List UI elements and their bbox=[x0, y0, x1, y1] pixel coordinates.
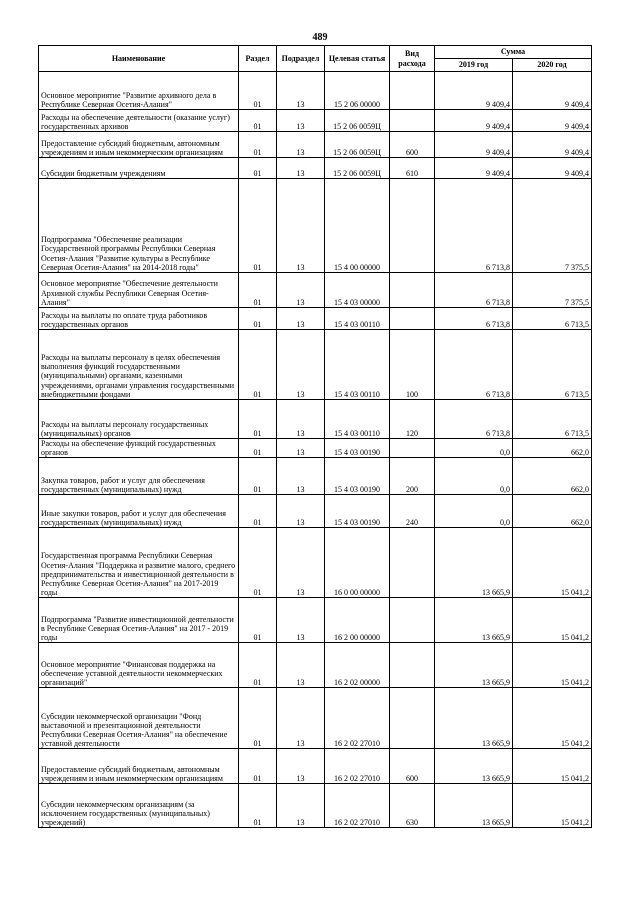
row-sum-2020: 6 713,5 bbox=[513, 308, 592, 330]
row-sum-2019: 6 713,8 bbox=[435, 400, 513, 439]
row-expense-type: 600 bbox=[390, 749, 435, 784]
row-target-item: 15 4 03 00190 bbox=[325, 458, 390, 495]
budget-table bbox=[38, 45, 592, 828]
row-subsection: 13 bbox=[277, 784, 325, 828]
table-row bbox=[39, 495, 592, 528]
row-sum-2020: 662,0 bbox=[513, 458, 592, 495]
row-subsection: 13 bbox=[277, 439, 325, 458]
table-row bbox=[39, 749, 592, 784]
row-section: 01 bbox=[239, 179, 277, 273]
row-name: Субсидии бюджетным учреждениям bbox=[39, 158, 239, 179]
row-subsection: 13 bbox=[277, 598, 325, 643]
row-expense-type bbox=[390, 110, 435, 132]
row-name: Субсидии некоммерческим организациям (за исключением государственных (муниципальных) учреждений) bbox=[39, 784, 239, 828]
row-sum-2019: 13 665,9 bbox=[435, 643, 513, 688]
row-sum-2020: 9 409,4 bbox=[513, 110, 592, 132]
row-subsection: 13 bbox=[277, 643, 325, 688]
row-section: 01 bbox=[239, 158, 277, 179]
header-year-2019: 2019 год bbox=[435, 59, 513, 72]
row-expense-type: 200 bbox=[390, 458, 435, 495]
row-section: 01 bbox=[239, 784, 277, 828]
row-section: 01 bbox=[239, 528, 277, 598]
row-name: Государственная программа Республики Северная Осетия-Алания "Поддержка и развитие малого, среднего предпринимательства и инвестиционной деятельности в Республике Северная Осетия-Алания" на 2017-2019 годы bbox=[39, 528, 239, 598]
row-target-item: 15 4 03 00000 bbox=[325, 273, 390, 308]
row-expense-type bbox=[390, 688, 435, 749]
row-sum-2019: 13 665,9 bbox=[435, 528, 513, 598]
row-sum-2019: 6 713,8 bbox=[435, 330, 513, 400]
row-sum-2019: 6 713,8 bbox=[435, 273, 513, 308]
row-target-item: 15 2 06 0059Ц bbox=[325, 132, 390, 158]
row-sum-2019: 9 409,4 bbox=[435, 72, 513, 110]
table-row bbox=[39, 110, 592, 132]
row-target-item: 16 2 02 00000 bbox=[325, 643, 390, 688]
row-sum-2020: 6 713,5 bbox=[513, 400, 592, 439]
row-subsection: 13 bbox=[277, 110, 325, 132]
row-name: Расходы на обеспечение функций государственных органов bbox=[39, 439, 239, 458]
row-sum-2019: 9 409,4 bbox=[435, 110, 513, 132]
row-subsection: 13 bbox=[277, 749, 325, 784]
row-section: 01 bbox=[239, 749, 277, 784]
row-expense-type bbox=[390, 643, 435, 688]
row-sum-2019: 13 665,9 bbox=[435, 598, 513, 643]
row-subsection: 13 bbox=[277, 330, 325, 400]
row-expense-type bbox=[390, 273, 435, 308]
row-expense-type bbox=[390, 72, 435, 110]
table-row bbox=[39, 72, 592, 110]
header-expense-type: Вид расхода bbox=[390, 46, 435, 72]
header-section: Раздел bbox=[239, 46, 277, 72]
row-target-item: 15 4 03 00190 bbox=[325, 495, 390, 528]
row-section: 01 bbox=[239, 688, 277, 749]
row-sum-2019: 0,0 bbox=[435, 439, 513, 458]
row-name: Субсидии некоммерческой организации "Фонд выставочной и презентационной деятельности Республики Северная Осетия-Алания" на обеспечение уставной деятельности bbox=[39, 688, 239, 749]
row-name: Основное мероприятие "Обеспечение деятельности Архивной службы Республики Северная Осетия-Алания" bbox=[39, 273, 239, 308]
header-sum: Сумма bbox=[435, 46, 592, 59]
row-section: 01 bbox=[239, 132, 277, 158]
row-subsection: 13 bbox=[277, 72, 325, 110]
row-sum-2019: 6 713,8 bbox=[435, 308, 513, 330]
table-row bbox=[39, 784, 592, 828]
row-section: 01 bbox=[239, 598, 277, 643]
row-name: Расходы на выплаты по оплате труда работников государственных органов bbox=[39, 308, 239, 330]
row-sum-2020: 662,0 bbox=[513, 495, 592, 528]
row-name: Подпрограмма "Развитие инвестиционной деятельности в Республике Северная Осетия-Алания" на 2017 - 2019 годы bbox=[39, 598, 239, 643]
row-sum-2020: 15 041,2 bbox=[513, 528, 592, 598]
row-subsection: 13 bbox=[277, 400, 325, 439]
row-target-item: 15 4 03 00110 bbox=[325, 308, 390, 330]
row-target-item: 16 2 02 27010 bbox=[325, 688, 390, 749]
row-section: 01 bbox=[239, 273, 277, 308]
row-sum-2020: 15 041,2 bbox=[513, 784, 592, 828]
page-number: 489 bbox=[312, 32, 328, 43]
table-row bbox=[39, 458, 592, 495]
row-sum-2019: 9 409,4 bbox=[435, 158, 513, 179]
row-subsection: 13 bbox=[277, 273, 325, 308]
table-row bbox=[39, 330, 592, 400]
row-expense-type: 600 bbox=[390, 132, 435, 158]
header-target-item: Целевая статья bbox=[325, 46, 390, 72]
row-sum-2020: 9 409,4 bbox=[513, 132, 592, 158]
row-target-item: 15 2 06 0059Ц bbox=[325, 110, 390, 132]
row-section: 01 bbox=[239, 458, 277, 495]
row-section: 01 bbox=[239, 495, 277, 528]
row-expense-type: 610 bbox=[390, 158, 435, 179]
row-subsection: 13 bbox=[277, 158, 325, 179]
row-subsection: 13 bbox=[277, 688, 325, 749]
row-name: Предоставление субсидий бюджетным, автономным учреждениям и иным некоммерческим организациям bbox=[39, 132, 239, 158]
row-target-item: 16 2 02 27010 bbox=[325, 784, 390, 828]
row-name: Расходы на выплаты персоналу государственных (муниципальных) органов bbox=[39, 400, 239, 439]
table-body bbox=[39, 72, 592, 828]
table-row bbox=[39, 158, 592, 179]
row-sum-2019: 13 665,9 bbox=[435, 749, 513, 784]
row-subsection: 13 bbox=[277, 458, 325, 495]
row-target-item: 15 4 03 00110 bbox=[325, 330, 390, 400]
row-expense-type bbox=[390, 528, 435, 598]
row-sum-2019: 13 665,9 bbox=[435, 784, 513, 828]
row-expense-type: 100 bbox=[390, 330, 435, 400]
row-subsection: 13 bbox=[277, 495, 325, 528]
row-target-item: 15 2 06 00000 bbox=[325, 72, 390, 110]
table-row bbox=[39, 643, 592, 688]
row-section: 01 bbox=[239, 72, 277, 110]
row-section: 01 bbox=[239, 308, 277, 330]
row-sum-2020: 9 409,4 bbox=[513, 158, 592, 179]
row-sum-2019: 13 665,9 bbox=[435, 688, 513, 749]
row-name: Основное мероприятие "Развитие архивного дела в Республике Северная Осетия-Алания" bbox=[39, 72, 239, 110]
table-row bbox=[39, 273, 592, 308]
row-expense-type bbox=[390, 598, 435, 643]
row-subsection: 13 bbox=[277, 528, 325, 598]
row-name: Расходы на выплаты персоналу в целях обеспечения выполнения функций государственными (муниципальными) органами, казенными учреждениями, органами управления государственными внебюджетными фондами bbox=[39, 330, 239, 400]
row-name: Подпрограмма "Обеспечение реализации Государственной программы Республики Северная Осетия-Алания "Развитие культуры в Республике Северная Осетия-Алания" на 2014-2018 годы" bbox=[39, 179, 239, 273]
row-name: Закупка товаров, работ и услуг для обеспечения государственных (муниципальных) нужд bbox=[39, 458, 239, 495]
table-row bbox=[39, 439, 592, 458]
row-target-item: 16 0 00 00000 bbox=[325, 528, 390, 598]
row-expense-type bbox=[390, 179, 435, 273]
row-sum-2019: 6 713,8 bbox=[435, 179, 513, 273]
row-sum-2020: 15 041,2 bbox=[513, 749, 592, 784]
header-year-2020: 2020 год bbox=[513, 59, 592, 72]
row-target-item: 15 4 03 00190 bbox=[325, 439, 390, 458]
row-sum-2020: 662,0 bbox=[513, 439, 592, 458]
row-target-item: 15 4 00 00000 bbox=[325, 179, 390, 273]
row-sum-2019: 0,0 bbox=[435, 458, 513, 495]
table-row bbox=[39, 528, 592, 598]
table-row bbox=[39, 598, 592, 643]
row-expense-type bbox=[390, 439, 435, 458]
row-subsection: 13 bbox=[277, 132, 325, 158]
table-header bbox=[39, 46, 592, 72]
row-section: 01 bbox=[239, 439, 277, 458]
row-target-item: 15 2 06 0059Ц bbox=[325, 158, 390, 179]
row-section: 01 bbox=[239, 330, 277, 400]
row-sum-2020: 7 375,5 bbox=[513, 179, 592, 273]
row-section: 01 bbox=[239, 110, 277, 132]
row-target-item: 16 2 00 00000 bbox=[325, 598, 390, 643]
row-target-item: 16 2 02 27010 bbox=[325, 749, 390, 784]
row-expense-type bbox=[390, 308, 435, 330]
row-name: Иные закупки товаров, работ и услуг для обеспечения государственных (муниципальных) нужд bbox=[39, 495, 239, 528]
row-sum-2020: 15 041,2 bbox=[513, 688, 592, 749]
row-name: Предоставление субсидий бюджетным, автономным учреждениям и иным некоммерческим организациям bbox=[39, 749, 239, 784]
row-section: 01 bbox=[239, 643, 277, 688]
table-row bbox=[39, 400, 592, 439]
row-sum-2020: 15 041,2 bbox=[513, 643, 592, 688]
row-sum-2019: 9 409,4 bbox=[435, 132, 513, 158]
row-expense-type: 120 bbox=[390, 400, 435, 439]
header-subsection: Подраздел bbox=[277, 46, 325, 72]
row-sum-2019: 0,0 bbox=[435, 495, 513, 528]
row-sum-2020: 7 375,5 bbox=[513, 273, 592, 308]
table-row bbox=[39, 688, 592, 749]
header-name: Наименование bbox=[39, 46, 239, 72]
table-row bbox=[39, 132, 592, 158]
row-sum-2020: 15 041,2 bbox=[513, 598, 592, 643]
row-name: Расходы на обеспечение деятельности (оказание услуг) государственных архивов bbox=[39, 110, 239, 132]
row-section: 01 bbox=[239, 400, 277, 439]
table-row bbox=[39, 179, 592, 273]
row-subsection: 13 bbox=[277, 308, 325, 330]
table-row bbox=[39, 308, 592, 330]
row-sum-2020: 6 713,5 bbox=[513, 330, 592, 400]
row-target-item: 15 4 03 00110 bbox=[325, 400, 390, 439]
row-expense-type: 240 bbox=[390, 495, 435, 528]
row-sum-2020: 9 409,4 bbox=[513, 72, 592, 110]
row-name: Основное мероприятие "Финансовая поддержка на обеспечение уставной деятельности некоммерческих организаций" bbox=[39, 643, 239, 688]
row-expense-type: 630 bbox=[390, 784, 435, 828]
row-subsection: 13 bbox=[277, 179, 325, 273]
